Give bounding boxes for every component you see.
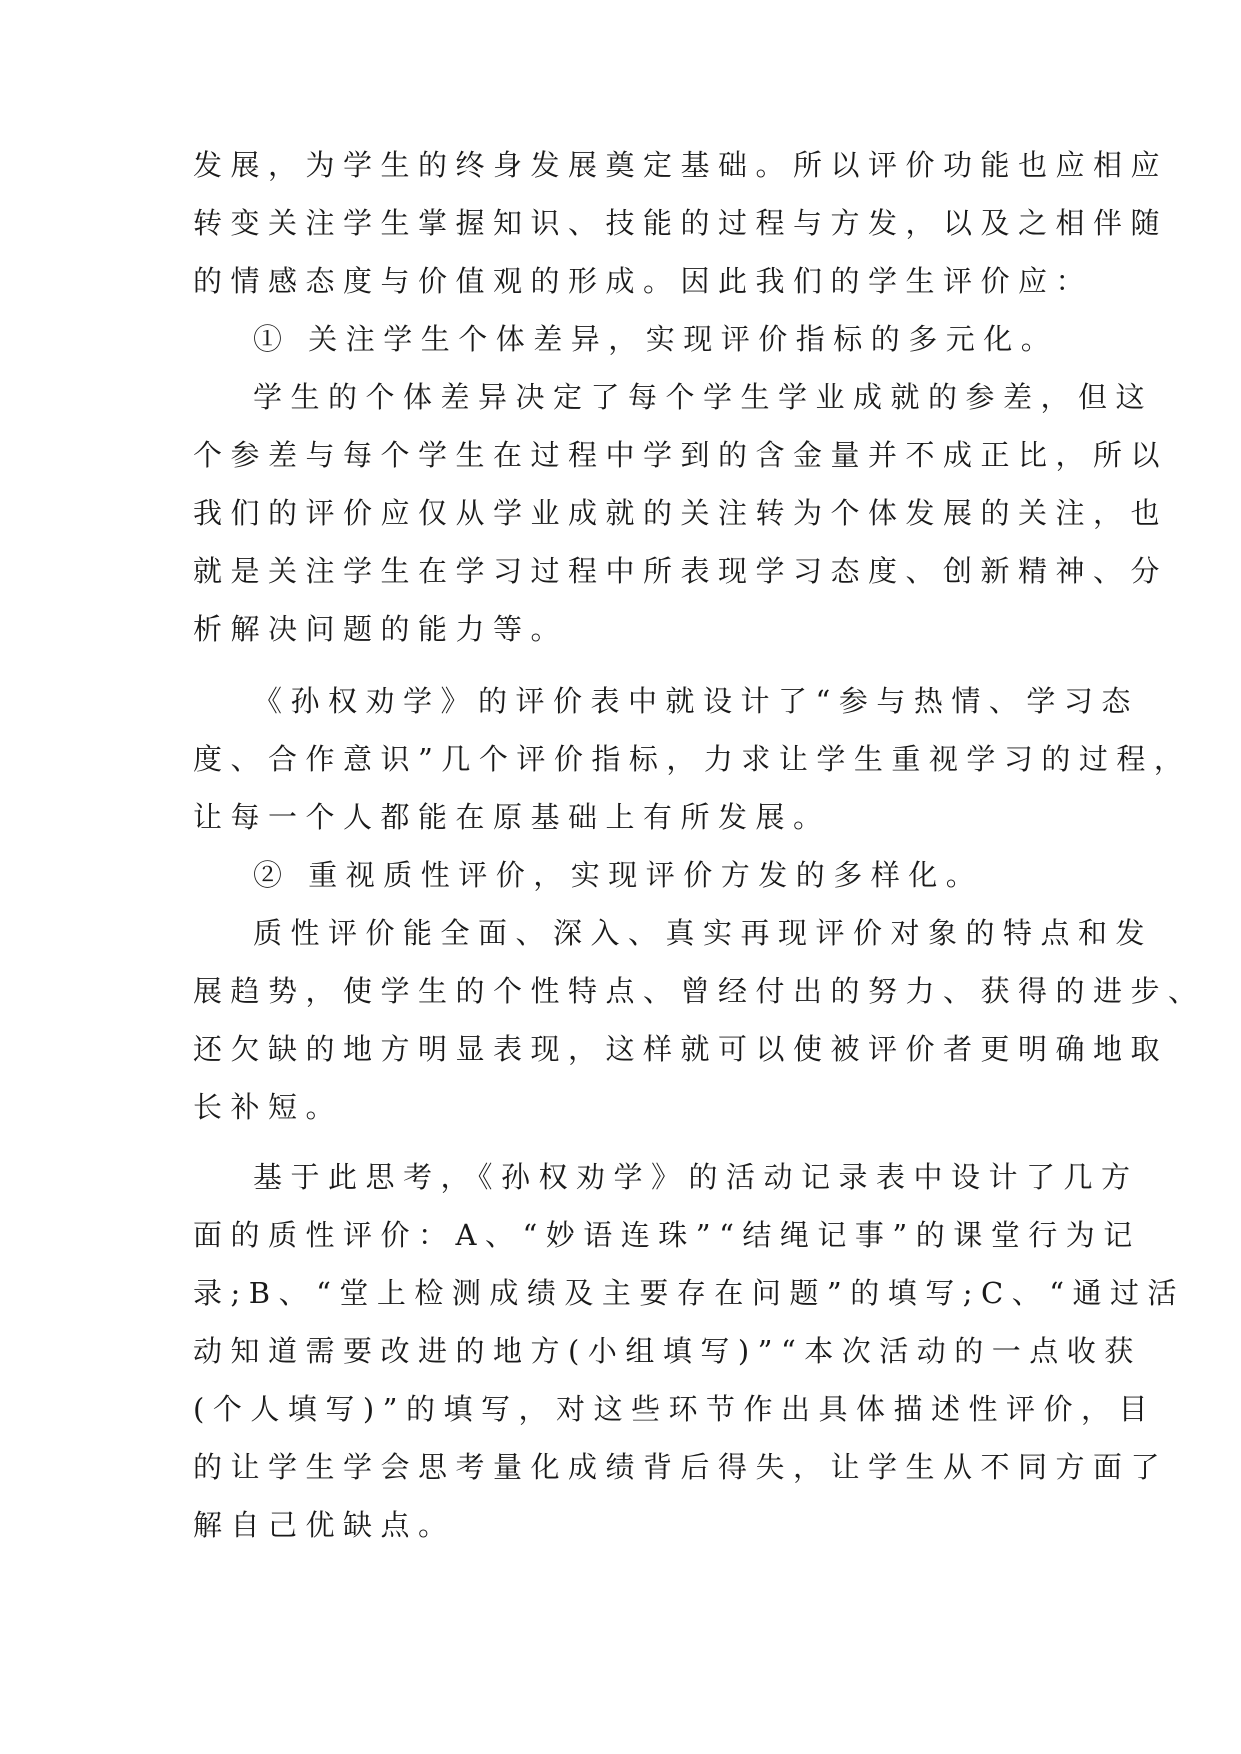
text-line: 就是关注学生在学习过程中所表现学习态度、创新精神、分 — [193, 554, 1169, 588]
text-line: 度、合作意识”几个评价指标，力求让学生重视学习的过程， — [193, 742, 1192, 776]
text-line: 发展，为学生的终身发展奠定基础。所以评价功能也应相应 — [193, 148, 1169, 182]
text-line: 析解决问题的能力等。 — [193, 612, 569, 646]
text-line: 录;B、“堂上检测成绩及主要存在问题”的填写;C、“通过活 — [193, 1276, 1186, 1310]
text-line: 展趋势，使学生的个性特点、曾经付出的努力、获得的进步、 — [193, 974, 1206, 1008]
text-line: 面的质性评价：A、“妙语连珠”“结绳记事”的课堂行为记 — [193, 1218, 1141, 1252]
text-line: 基于此思考，《孙权劝学》的活动记录表中设计了几方 — [253, 1160, 1139, 1194]
text-line: 转变关注学生掌握知识、技能的过程与方发，以及之相伴随 — [193, 206, 1169, 240]
text-line: 让每一个人都能在原基础上有所发展。 — [193, 800, 831, 834]
text-line: 学生的个体差异决定了每个学生学业成就的参差，但这 — [253, 380, 1154, 414]
text-line: 个参差与每个学生在过程中学到的含金量并不成正比，所以 — [193, 438, 1169, 472]
list-item-heading: ① 关注学生个体差异，实现评价指标的多元化。 — [253, 322, 1059, 356]
text-line: 动知道需要改进的地方(小组填写)”“本次活动的一点收获 — [193, 1334, 1142, 1368]
text-line: 解自己优缺点。 — [193, 1508, 456, 1542]
list-item-heading: ② 重视质性评价，实现评价方发的多样化。 — [253, 858, 984, 892]
text-line: 的让学生学会思考量化成绩背后得失，让学生从不同方面了 — [193, 1450, 1169, 1484]
text-line: 还欠缺的地方明显表现，这样就可以使被评价者更明确地取 — [193, 1032, 1169, 1066]
text-line: 长补短。 — [193, 1090, 344, 1124]
text-line: (个人填写)”的填写，对这些环节作出具体描述性评价，目 — [193, 1392, 1156, 1426]
text-line: 的情感态度与价值观的形成。因此我们的学生评价应： — [193, 264, 1094, 298]
text-line: 质性评价能全面、深入、真实再现评价对象的特点和发 — [253, 916, 1154, 950]
text-line: 我们的评价应仅从学业成就的关注转为个体发展的关注，也 — [193, 496, 1169, 530]
text-line: 《孙权劝学》的评价表中就设计了“参与热情、学习态 — [253, 684, 1139, 718]
